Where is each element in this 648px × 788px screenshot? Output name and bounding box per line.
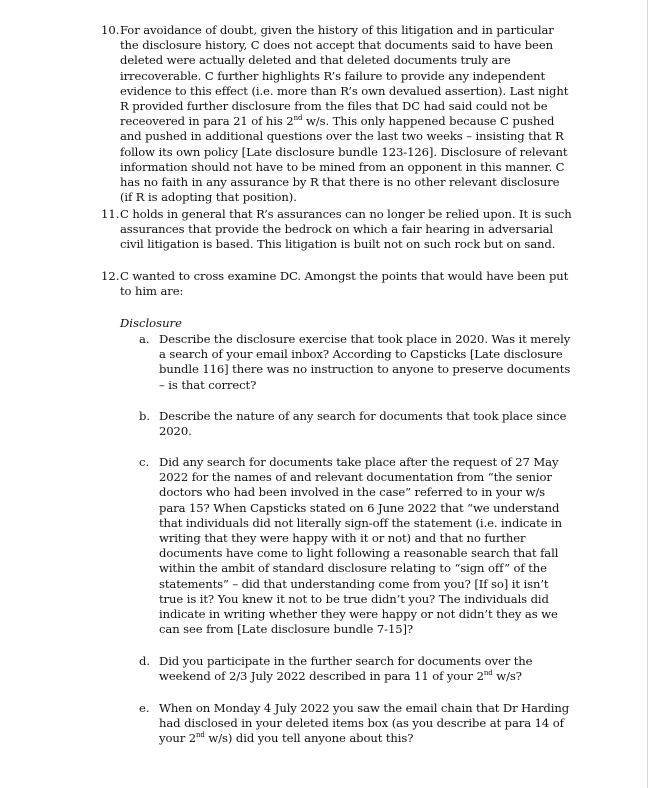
subitem-e	[159, 701, 574, 747]
subitem-letter: a.	[139, 332, 150, 346]
paragraph-number: 11.	[101, 207, 120, 221]
subitem-letter: b.	[139, 409, 151, 423]
superscript: nd	[293, 114, 303, 123]
paragraph-number: 10.	[101, 23, 120, 37]
subitem-c: Did any search for documents take place after the request of 27 May 2022 for the names of and relevant documentation from “the senior doctors who had been involved in the case” referred to in your w/s para 15? When Capsticks stated on 6 June 2022 that “we understand that individuals did not literally sign-off the statement (i.e. indicate in writing that they were happy with it or not) and that no further documents have come to light following a reasonable search that fall within the ambit of standard disclosure relating to “sign off” of the statements” – did that understanding come from you? [If so] it isn’t true is it? You knew it not to be true didn’t you? The individuals did indicate in writing whether they were happy or not didn’t they as we can see from [Late disclosure bundle 7-15]?	[159, 455, 562, 637]
section-heading: Disclosure	[120, 316, 182, 330]
paragraph-number: 12.	[101, 269, 120, 283]
subitem-letter: e.	[139, 701, 150, 715]
subitem-letter: d.	[139, 654, 151, 668]
paragraph-12: C wanted to cross examine DC. Amongst the points that would have been put to him are:	[120, 269, 569, 299]
subitem-letter: c.	[139, 455, 150, 469]
paragraph-10	[120, 23, 575, 205]
superscript: nd	[196, 731, 205, 740]
paragraph-11: C holds in general that R’s assurances can no longer be relied upon. It is such assurances that provide the bedrock on which a fair hearing in adversarial civil litigation is based. This litigation is built not on such rock but on sand.	[120, 207, 572, 252]
subitem-text: w/s) did you tell anyone about this?	[204, 731, 414, 746]
paragraph-text: w/s. This only happened because C pushed and pushed in additional questions over the last two weeks – insisting that R follow its own policy [Late disclosure bundle 123-126]. Disclosure of relevant information should not have to be mined from an opponent in this manner. C has no faith in any assurance by R that there is no other relevant disclosure (if R is adopting that position).	[120, 114, 568, 205]
subitem-text: When on Monday 4 July 2022 you saw the email chain that Dr Harding had disclosed in your deleted items box (as you describe at para 14 of your 2	[159, 701, 570, 746]
subitem-text: w/s?	[492, 669, 522, 684]
superscript: nd	[483, 669, 493, 678]
paragraph-text: For avoidance of doubt, given the history of this litigation and in particular the disclosure history, C does not accept that documents said to have been deleted were actually deleted and that deleted documents truly are irrecoverable. C further highlights R’s failure to provide any independent evidence to this effect (i.e. more than R’s own devalued assertion). Last night R provided further disclosure from the files that DC had said could not be receovered in para 21 of his 2	[120, 23, 569, 129]
subitem-text: Did you participate in the further search for documents over the weekend of 2/3 July 2022 described in para 11 of your 2	[159, 654, 533, 684]
subitem-b: Describe the nature of any search for documents that took place since 2020.	[159, 409, 567, 439]
subitem-a: Describe the disclosure exercise that took place in 2020. Was it merely a search of your email inbox? According to Capsticks [Late disclosure bundle 116] there was no instruction to anyone to preserve documents – is that correct?	[159, 332, 571, 392]
subitem-d	[159, 654, 574, 684]
